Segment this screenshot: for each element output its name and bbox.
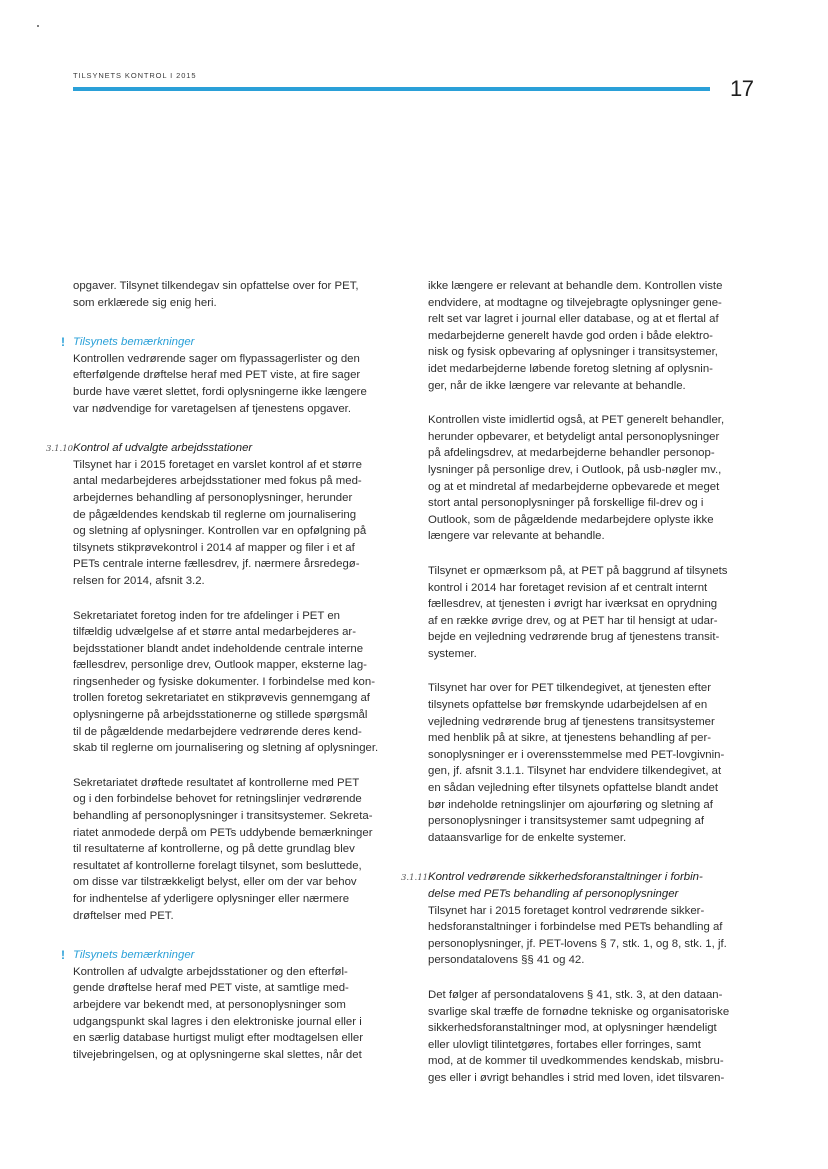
page-number: 17 [730, 76, 754, 101]
paragraph: Tilsynet har over for PET tilkendegivet, at tjenesten efter tilsynets opfattelse bør fremskynde udarbejdelsen af en vejledning vedrørende brug af tjenestens transitsystemer med henblik på at sikre, at tjenestens behandling af per- sonoplysninger er i overensstemmelse med PET-lovgivnin- gen, jf. afsnit 3.1.1. Tilsynet har endvidere tilkendegivet, at en sådan vejledning efter tilsynets opfattelse blandt andet bør indeholde retningslinjer om ajourføring og sletning af personoplysninger i transitsystemer samt udpegning af dataansvarlige for de enkelte systemer. [428, 682, 725, 844]
section-text: Tilsynet har i 2015 foretaget en varslet kontrol af et større antal medarbejderes arbejdsstationer med fokus på med- arbejdernes behandling af personoplysninger, herunder de pågældendes kendskab til reglerne om journalisering og sletning af oplysninger. Kontrollen var en opfølgning på tilsynets stikprøvekontrol i 2014 af mapper og filer i et af PETs centrale interne fællesdrev, jf. nærmere årsredegø- relsen for 2014, afsnit 3.2. [73, 458, 367, 587]
remark-title: Tilsynets bemærkninger [73, 949, 195, 962]
paragraph: opgaver. Tilsynet tilkendegav sin opfattelse over for PET, som erklærede sig enig heri. [73, 280, 359, 309]
paragraph: Kontrollen viste imidlertid også, at PET generelt behandler, herunder opbevarer, et betydeligt antal personoplysninger på afdelingsdrev, at medarbejderne behandler personop- lysninger på personlige drev, i Outlook, på usb-nøgler mv., og at et mindretal af medarbejderne opbevarede et meget stort antal personoplysninger på forskellige fil-drev og i Outlook, som de pågældende medarbejdere oplyste ikke længere var relevante at behandle. [428, 414, 725, 543]
section-3-1-11 [401, 869, 748, 969]
remark-title: Tilsynets bemærkninger [73, 336, 195, 349]
section-title: Kontrol vedrørende sikkerhedsforanstaltninger i forbin- delse med PETs behandling af personoplysninger [428, 871, 703, 900]
remark-text: Kontrollen vedrørende sager om flypassagerlister og den efterfølgende drøftelse heraf med PET viste, at fire sager burde have været slettet, fordi oplysningerne ikke længere var nødvendige for varetagelsen af tjenestens opgaver. [73, 352, 367, 415]
right-column [401, 278, 748, 1087]
paragraph: Sekretariatet drøftede resultatet af kontrollerne med PET og i den forbindelse behovet for retningslinjer vedrørende behandling af personoplysninger i transitsystemer. Sekreta- riatet anmodede derpå om PETs uddybende bemærkninger til resultaterne af kontrollerne, og på dette grundlag blev resultatet af kontrollerne forelagt tilsynet, som besluttede, om disse var tilstrækkeligt belyst, eller om der var behov for indhentelse af yderligere oplysninger eller nærmere drøftelser med PET. [73, 776, 373, 922]
section-text: Tilsynet har i 2015 foretaget kontrol vedrørende sikker- hedsforanstaltninger i forbindelse med PETs behandling af personoplysninger, jf. PET-lovens § 7, stk. 1, og 8, stk. 1, jf. persondatalovens §§ 41 og 42. [428, 904, 727, 967]
section-title: Kontrol af udvalgte arbejdsstationer [73, 442, 253, 455]
header-rule [73, 87, 710, 91]
exclamation-icon: ! [61, 335, 65, 350]
tilsynets-bemaerkninger-box [61, 947, 393, 1063]
left-column [46, 278, 393, 1063]
scan-speck [37, 25, 39, 27]
remark-text: Kontrollen af udvalgte arbejdsstationer og den efterføl- gende drøftelse heraf med PET viste, at samtlige med- arbejdere var bekendt med, at personoplysninger som udgangspunkt skal lagres i den elektroniske journal eller i en særlig database hurtigst muligt efter modtagelsen eller tilvejebringelsen, og at oplysningerne skal slettes, når det [73, 965, 363, 1061]
running-head: TILSYNETS KONTROL I 2015 [73, 71, 197, 80]
section-3-1-10 [46, 440, 393, 589]
paragraph: Tilsynet er opmærksom på, at PET på baggrund af tilsynets kontrol i 2014 har foretaget revision af et centralt internt fællesdrev, at tjenesten i øvrigt har iværksat en oprydning af en række øvrige drev, og at PET har til hensigt at udar- bejde en vejledning vedrørende brug af tjenestens transit- systemer. [428, 564, 728, 660]
tilsynets-bemaerkninger-box [61, 334, 393, 417]
paragraph: ikke længere er relevant at behandle dem. Kontrollen viste endvidere, at modtagne og tilvejebragte oplysninger gene- relt set var lagret i journal eller database, og at et flertal af medarbejderne generelt havde god orden i både elektro- nisk og fysisk opbevaring af oplysninger i transitsystemer, idet medarbejderne løbende foretog sletning af oplysnin- ger, når de ikke længere var relevante at behandle. [428, 280, 723, 392]
paragraph: Sekretariatet foretog inden for tre afdelinger i PET en tilfældig udvælgelse af et større antal medarbejderes ar- bejdsstationer blandt andet indeholdende centrale interne fællesdrev, personlige drev, Outlook mapper, eksterne lag- ringsenheder og fysiske dokumenter. I forbindelse med kon- trollen foretog sekretariatet en stikprøvevis gennemgang af oplysningerne på arbejdsstationerne og stillede spørgsmål til de pågældende medarbejdere vedrørende deres kend- skab til reglerne om journalisering og sletning af oplysninger. [73, 609, 379, 755]
paragraph: Det følger af persondatalovens § 41, stk. 3, at den dataan- svarlige skal træffe de fornødne tekniske og organisatoriske sikkerhedsforanstaltninger mod, at oplysninger hændeligt eller ulovligt tilintetgøres, fortabes eller forringes, samt mod, at de kommer til uvedkommendes kendskab, misbru- ges eller i øvrigt behandles i strid med loven, idet tilsvaren- [428, 988, 730, 1084]
section-number: 3.1.11 [401, 873, 429, 884]
exclamation-icon: ! [61, 948, 65, 963]
section-number: 3.1.10 [46, 444, 74, 455]
